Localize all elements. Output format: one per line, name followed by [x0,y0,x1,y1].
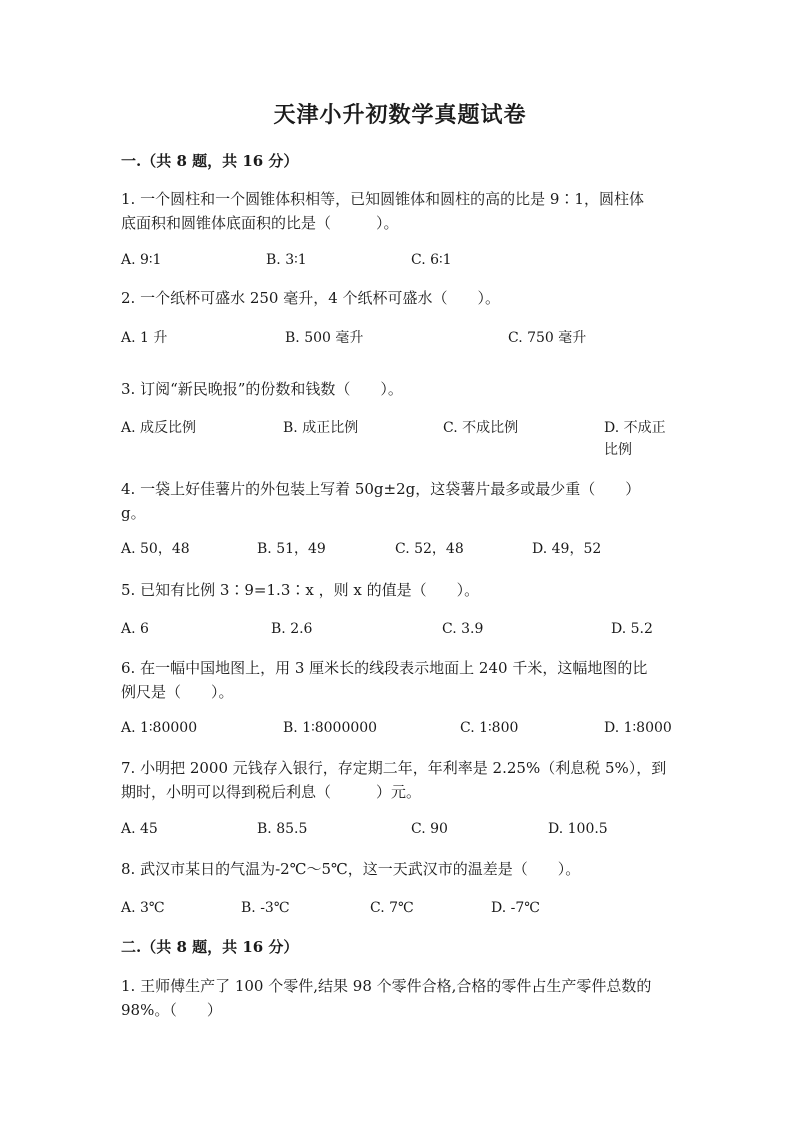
option-a: A. 50，48 [121,541,190,557]
question-7 [121,756,681,804]
option-b: B. 3∶1 [266,252,307,268]
question-line: g。 [121,504,146,522]
option-a: A. 9∶1 [121,252,162,268]
option-d: D. -7℃ [491,900,540,916]
question-line: 例尺是（ ）。 [121,683,234,701]
option-b: B. 成正比例 [283,420,359,436]
question-line: 期时，小明可以得到税后利息（ ）元。 [121,783,422,801]
question-line: 5. 已知有比例 3∶9=1.3∶x ，则 x 的值是（ ）。 [121,581,480,599]
section-2-heading: 二.（共 8 题，共 16 分） [121,938,299,956]
question-line: 7. 小明把 2000 元钱存入银行，存定期二年，年利率是 2.25%（利息税 5%），到 [121,759,667,777]
question-line: 1. 王师傅生产了 100 个零件,结果 98 个零件合格,合格的零件占生产零件总数的 [121,977,652,995]
option-c: C. 90 [411,821,448,837]
question-3 [121,377,681,401]
option-c: C. 3.9 [442,621,484,637]
option-d: D. 5.2 [611,621,653,637]
option-b: B. 85.5 [257,821,308,837]
option-d: D. 不成正比例 [604,420,666,458]
question-5 [121,578,681,602]
option-c: C. 不成比例 [443,420,519,436]
option-a: A. 45 [121,821,158,837]
part2-question-1 [121,974,681,1022]
option-b: B. 2.6 [271,621,313,637]
options-2 [121,327,681,375]
option-d: D. 100.5 [548,821,608,837]
section-1-heading: 一.（共 8 题，共 16 分） [121,152,299,170]
page-title: 天津小升初数学真题试卷 [273,102,527,128]
option-d: D. 1∶8000 [604,720,672,736]
option-a: A. 1∶80000 [121,720,198,736]
option-c: C. 52，48 [395,541,464,557]
question-6 [121,656,681,704]
option-b: B. 1∶8000000 [283,720,378,736]
option-a: A. 6 [121,621,149,637]
question-line: 3. 订阅“新民晚报”的份数和钱数（ ）。 [121,380,403,398]
question-line: 1. 一个圆柱和一个圆锥体积相等，已知圆锥体和圆柱的高的比是 9∶1，圆柱体 [121,190,644,208]
option-b: B. -3℃ [241,900,290,916]
question-1 [121,187,681,235]
question-8 [121,857,681,881]
question-line: 98%。（ ） [121,1001,222,1019]
question-4 [121,477,681,525]
option-c: C. 7℃ [370,900,414,916]
question-line: 8. 武汉市某日的气温为-2℃～5℃，这一天武汉市的温差是（ ）。 [121,860,581,878]
option-c: C. 6∶1 [411,252,452,268]
option-c: C. 750 毫升 [508,330,587,346]
option-d: D. 49，52 [532,541,602,557]
question-line: 6. 在一幅中国地图上，用 3 厘米长的线段表示地面上 240 千米，这幅地图的比 [121,659,648,677]
option-b: B. 500 毫升 [285,330,364,346]
option-a: A. 3℃ [121,900,165,916]
question-2 [121,286,681,310]
option-b: B. 51，49 [257,541,326,557]
question-line: 4. 一袋上好佳薯片的外包装上写着 50g±2g，这袋薯片最多或最少重（ ） [121,480,641,498]
option-a: A. 成反比例 [121,420,197,436]
option-a: A. 1 升 [121,330,168,346]
question-line: 底面积和圆锥体底面积的比是（ ）。 [121,214,399,232]
options-3 [121,417,681,465]
option-c: C. 1∶800 [460,720,519,736]
question-line: 2. 一个纸杯可盛水 250 毫升，4 个纸杯可盛水（ ）。 [121,289,501,307]
